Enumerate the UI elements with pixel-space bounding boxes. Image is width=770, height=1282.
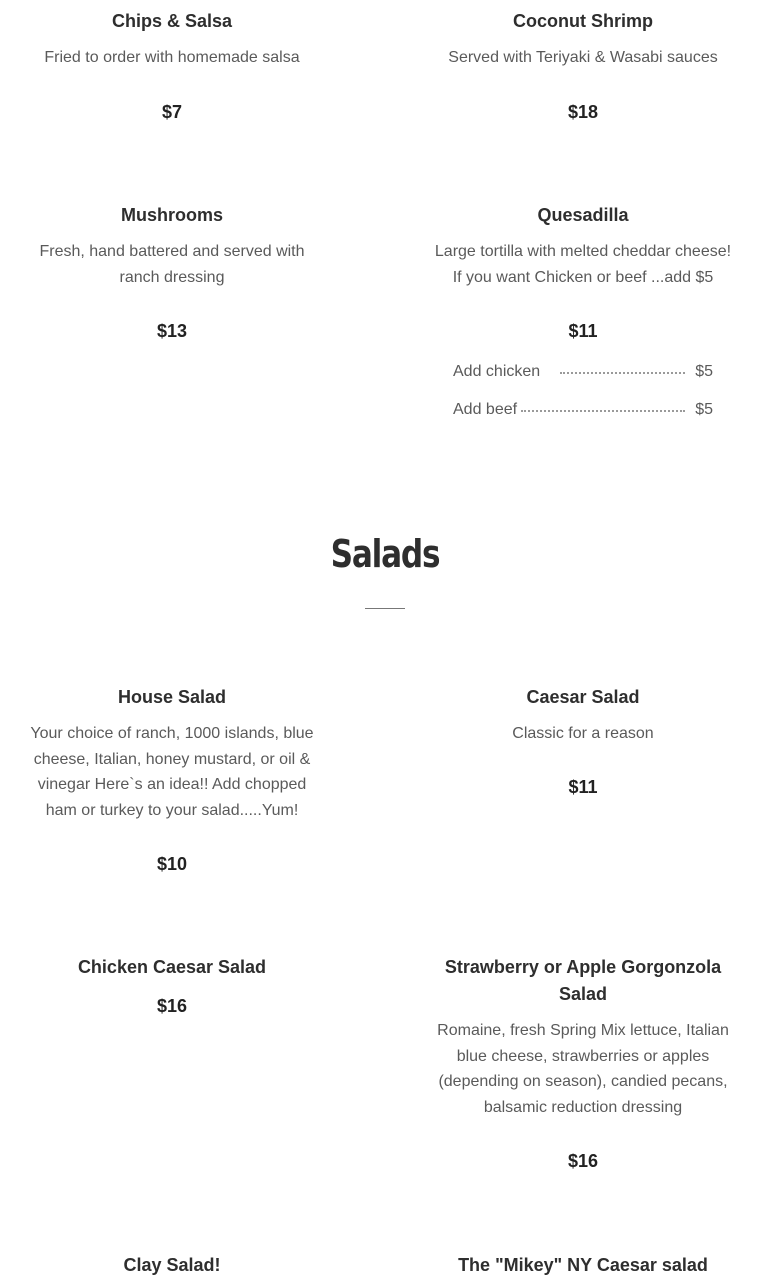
addon-price: $5: [695, 363, 713, 380]
addon-leader-dots: [521, 410, 685, 412]
item-price: $11: [568, 777, 598, 797]
addon-label: Add chicken: [453, 363, 541, 380]
menu-item-quesadilla: [433, 202, 733, 442]
menu-item-chips-salsa: [22, 8, 322, 128]
menu-item-mikey-ny-caesar: [425, 1252, 741, 1282]
menu-item-house-salad: [22, 684, 322, 884]
item-name: Caesar Salad: [526, 687, 640, 707]
item-name: Strawberry or Apple Gorgonzola Salad: [444, 957, 722, 1004]
item-name: Mushrooms: [120, 205, 223, 225]
menu-item-chicken-caesar-salad: [22, 954, 322, 1034]
item-description: Fried to order with homemade salsa: [44, 49, 300, 66]
item-price: $13: [156, 321, 188, 341]
item-name: House Salad: [117, 687, 227, 707]
item-price: $18: [567, 102, 599, 122]
section-divider: [365, 608, 405, 609]
item-price: $16: [567, 1151, 599, 1171]
addon-add-chicken: [453, 362, 713, 382]
item-description: Your choice of ranch, 1000 islands, blue cheese, Italian, honey mustard, or oil & vinegar Here`s an idea!! Add chopped ham or turkey to your salad.....Yum!: [30, 725, 314, 820]
item-price: $7: [161, 102, 183, 122]
item-name: The "Mikey" NY Caesar salad: [458, 1255, 708, 1275]
item-name: Quesadilla: [537, 205, 629, 225]
item-description: Romaine, fresh Spring Mix lettuce, Italian blue cheese, strawberries or apples (depending on season), candied pecans, balsamic reduction dressing: [437, 1022, 729, 1117]
menu-item-gorgonzola-salad: [433, 954, 733, 1194]
item-price: $16: [156, 996, 188, 1016]
section-title-salads: Salads: [330, 532, 440, 576]
addon-label: Add beef: [453, 401, 518, 418]
item-name: Chicken Caesar Salad: [77, 957, 267, 977]
item-description: Classic for a reason: [512, 725, 654, 742]
item-price: $10: [156, 854, 188, 874]
menu-item-coconut-shrimp: [433, 8, 733, 128]
item-name: Coconut Shrimp: [513, 11, 653, 31]
addon-add-beef: [453, 400, 713, 420]
menu-item-caesar-salad: [433, 684, 733, 804]
menu-item-mushrooms: [22, 202, 322, 352]
addon-price: $5: [695, 401, 713, 418]
item-description: Served with Teriyaki & Wasabi sauces: [448, 49, 718, 66]
item-description: Fresh, hand battered and served with ranch dressing: [39, 243, 305, 286]
addon-leader-dots: [560, 372, 685, 374]
item-name: Chips & Salsa: [111, 11, 233, 31]
item-description: Large tortilla with melted cheddar cheese! If you want Chicken or beef ...add $5: [434, 243, 732, 286]
item-price: $11: [568, 321, 598, 341]
item-name: Clay Salad!: [123, 1255, 221, 1275]
menu-item-clay-salad: [22, 1252, 322, 1282]
